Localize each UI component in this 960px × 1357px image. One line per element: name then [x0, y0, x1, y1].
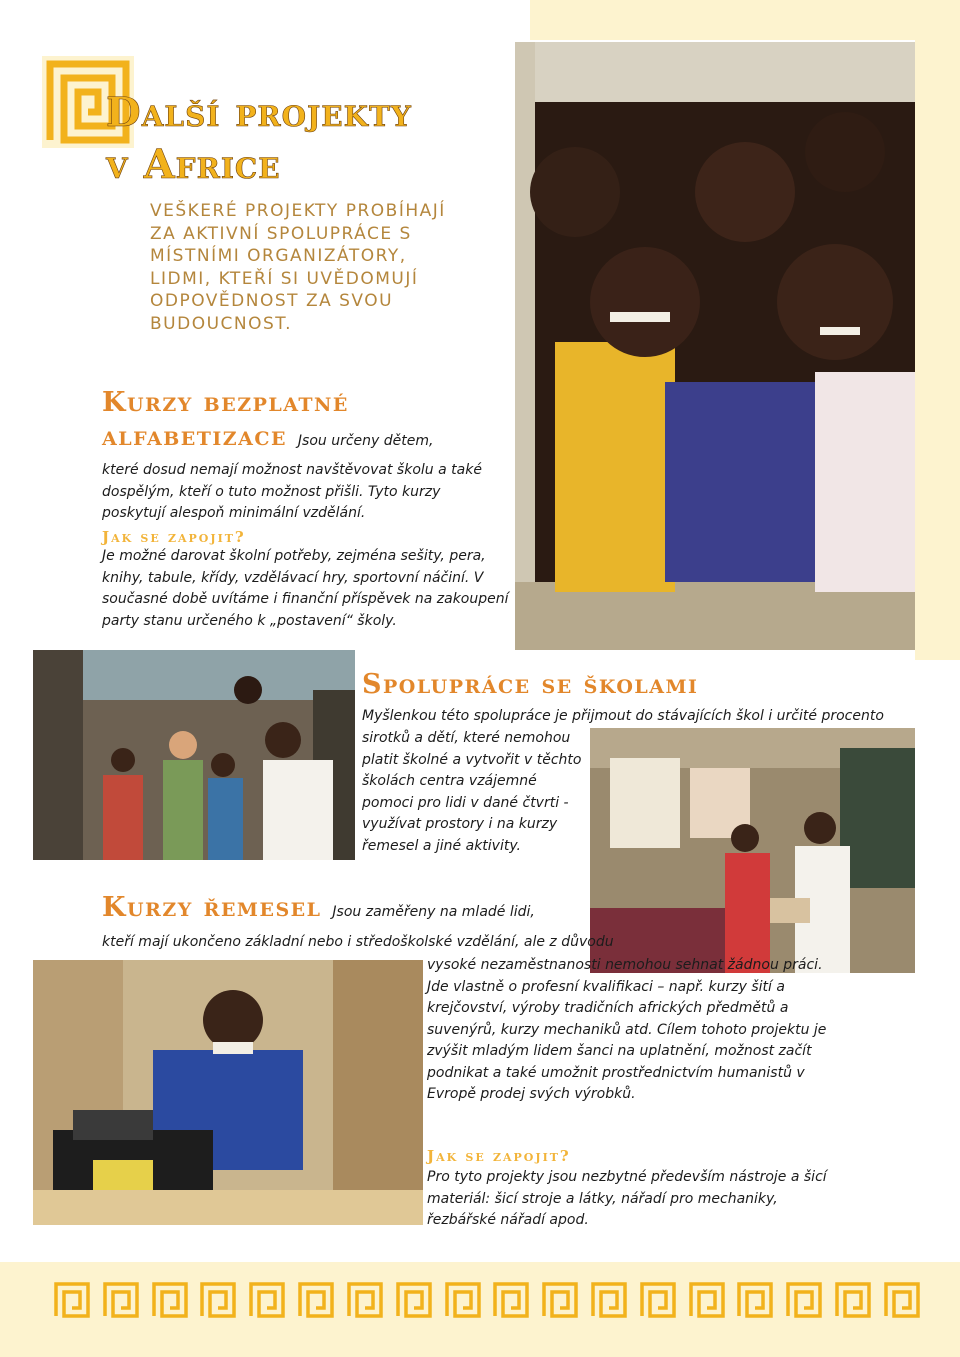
photo-classroom [33, 650, 355, 860]
remesla-text-first: kteří mají ukončeno základní nebo i středoškolské vzdělání, ale z důvodu [102, 934, 614, 950]
alfabetizace-text: které dosud nemají možnost navštěvovat školu a také dospělým, kteří o tuto možnost přišli. Tyto kurzy poskytují alespoň minimální vzdělání. [102, 462, 482, 521]
spiral-border-row [52, 1280, 922, 1332]
spiral-tile-icon [150, 1280, 190, 1320]
spiral-tile-icon [491, 1280, 531, 1320]
spiral-tile-icon [784, 1280, 824, 1320]
page-title-line1: Další projekty [106, 89, 412, 136]
photo-school-room [590, 728, 915, 973]
heading-skoly: Spolupráce se školami [362, 669, 699, 700]
spiral-tile-icon [345, 1280, 385, 1320]
heading-remesla-row [102, 891, 535, 929]
decor-band-right [915, 0, 960, 660]
skoly-text: sirotků a dětí, které nemohou platit školné a vytvořit v těchto školách centra vzájemné pomoci pro lidi v dané čtvrti - využívat prostory i na kurzy řemesel a jiné aktivity. [362, 730, 582, 854]
spiral-tile-icon [296, 1280, 336, 1320]
spiral-tile-icon [52, 1280, 92, 1320]
heading-remesla: Kurzy řemesel [102, 892, 322, 923]
photo-children-window [515, 42, 915, 650]
remesla-lead: Jsou zaměřeny na mladé lidi, [332, 904, 535, 920]
heading-alfabetizace-line2 [102, 420, 433, 458]
spiral-tile-icon [735, 1280, 775, 1320]
spiral-tile-icon [833, 1280, 873, 1320]
intro-text: VEŠKERÉ PROJEKTY PROBÍHAJÍ ZA AKTIVNÍ SPOLUPRÁCE S MÍSTNÍMI ORGANIZÁTORY, LIDMI, KTEŘÍ SI UVĚDOMUJÍ ODPOVĚDNOST ZA SVOU BUDOUCNOST. [150, 201, 446, 334]
spiral-tile-icon [101, 1280, 141, 1320]
decor-band-top [530, 0, 960, 40]
spiral-tile-icon [540, 1280, 580, 1320]
heading-alfabetizace-line1: Kurzy bezplatné [102, 387, 349, 418]
spiral-tile-icon [882, 1280, 922, 1320]
remesla-text: vysoké nezaměstnanosti nemohou sehnat žádnou práci. Jde vlastně o profesní kvalifikaci – např. kurzy šití a krejčovství, výroby tradičních afrických předmětů a suvenýrů, kurzy mechaniků atd. Cílem tohoto projektu je zvýšit mladým lidem šanci na uplatnění, možnost začít podnikat a také umožnit prostřednictvím humanistů v Evropě prodej svých výrobků. [427, 957, 827, 1102]
spiral-tile-icon [443, 1280, 483, 1320]
skoly-text-first: Myšlenkou této spolupráce je přijmout do stávajících škol i určité procento [362, 708, 884, 724]
page-title-line2: v Africe [106, 141, 281, 188]
remesla-help-heading: Jak se zapojit? [427, 1147, 571, 1165]
spiral-tile-icon [589, 1280, 629, 1320]
remesla-help-text: Pro tyto projekty jsou nezbytné především nástroje a šicí materiál: šicí stroje a látky, nářadí pro mechaniky, řezbářské nářadí apod. [427, 1169, 827, 1228]
alfabetizace-lead: Jsou určeny dětem, [297, 433, 434, 449]
photo-sewing [33, 960, 423, 1225]
alfabetizace-help-text: Je možné darovat školní potřeby, zejména sešity, pera, knihy, tabule, křídy, vzdělávací hry, sportovní náčiní. V současné době uvítáme i finanční příspěvek na zakoupení party stanu určeného k „postavení“ školy. [102, 548, 509, 629]
spiral-tile-icon [394, 1280, 434, 1320]
spiral-tile-icon [687, 1280, 727, 1320]
spiral-tile-icon [198, 1280, 238, 1320]
spiral-tile-icon [247, 1280, 287, 1320]
alfabetizace-help-heading: Jak se zapojit? [102, 528, 246, 546]
spiral-tile-icon [638, 1280, 678, 1320]
heading-alfabetizace-text: alfabetizace [102, 421, 288, 452]
